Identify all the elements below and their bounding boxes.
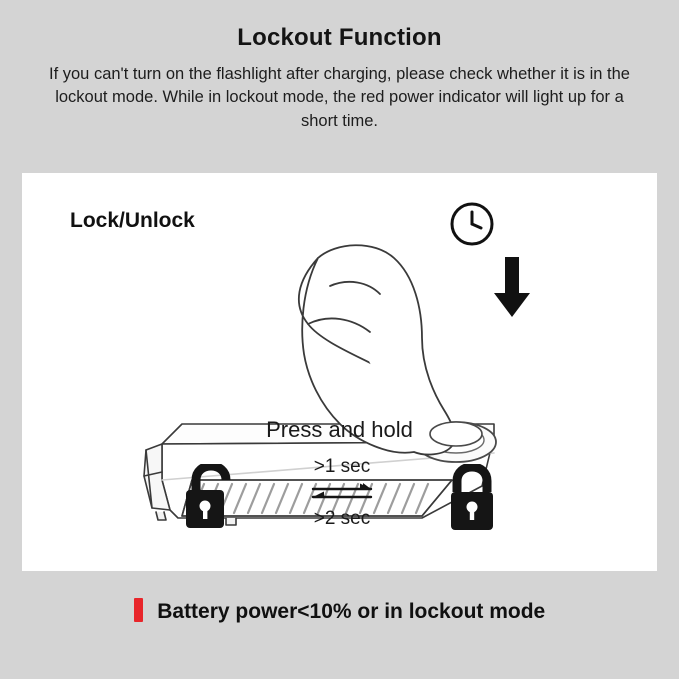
lock-state-row	[22, 456, 657, 551]
page-subtitle: If you can't turn on the flashlight after charging, please check whether it is in the lockout mode. While in lockout mode, the red power indicator will light up for a short time.	[49, 64, 630, 130]
instruction-text: Press and hold	[266, 417, 413, 442]
timing-bottom-label: >2 sec	[313, 508, 371, 529]
illustration-panel	[22, 173, 657, 571]
page-title: Lockout Function	[237, 24, 442, 51]
timing-column	[277, 456, 407, 530]
footer-note	[0, 598, 679, 624]
footer-note-text: Battery power<10% or in lockout mode	[157, 600, 546, 623]
section-label: Lock/Unlock	[70, 209, 195, 232]
timing-top-label: >1 sec	[313, 456, 371, 477]
bidirectional-arrows-icon	[307, 480, 377, 506]
closed-padlock-icon	[443, 464, 501, 532]
header	[0, 0, 679, 133]
red-bar-icon	[134, 598, 143, 622]
open-padlock-icon	[182, 464, 240, 532]
